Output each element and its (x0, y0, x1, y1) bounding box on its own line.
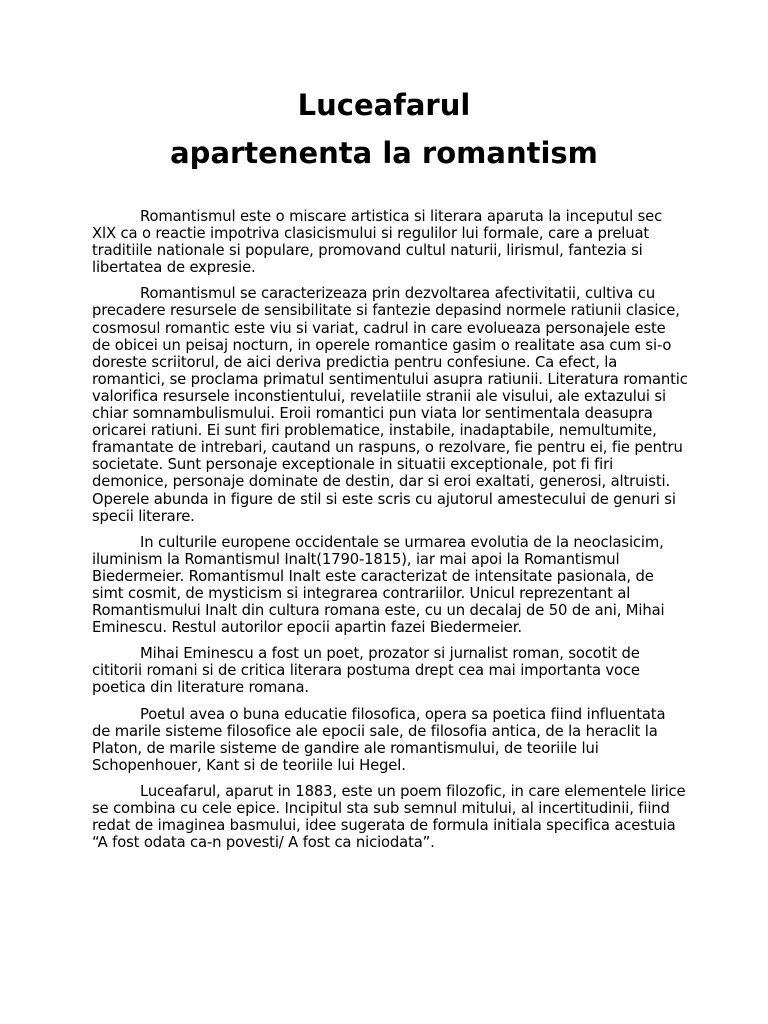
paragraph-1: Romantismul este o miscare artistica si literara aparuta la inceputul sec XlX ca o reactie impotriva clasicismului si regulilor lui formale, care a preluat traditiile nationale si populare, promovand cultul naturii, lirismul, fantezia si libertatea de expresie. (92, 208, 663, 277)
document-body (92, 208, 688, 860)
page-title: Luceafarul (297, 88, 471, 122)
paragraph-6: Luceafarul, aparut in 1883, este un poem filozofic, in care elementele lirice se combina cu cele epice. Incipitul sta sub semnul mitului, al incertitudinii, fiind redat de imaginea basmului, idee sugerata de formula initiala specifica acestuia “A fost odata ca-n povesti/ A fost ca niciodata”. (92, 782, 686, 852)
paragraph-4: Mihai Eminescu a fost un poet, prozator si jurnalist roman, socotit de cititorii romani si de critica literara postuma drept cea mai importanta voce poetica din literature romana. (92, 645, 640, 697)
paragraph-2: Romantismul se caracterizeaza prin dezvoltarea afectivitatii, cultiva cu precadere resursele de sensibilitate si fantezie depasind normele ratiunii clasice, cosmosul romantic este viu si variat, cadrul in care evolueaza personajele este de obicei un peisaj nocturn, in operele romantice gasim o realitate asa cum si-o doreste scriitorul, de aici deriva predictia pentru confesiune. Ca efect, la romantici, se proclama primatul sentimentului asupra ratiunii. Literatura romantic valorifica resursele inconstientului, revelatiile stranii ale visului, ale extazului si chiar somnambulismului. Eroii romantici pun viata lor sentimentala deasupra oricarei ratiuni. Ei sunt firi problematice, instabile, inadaptabile, nemultumite, framantate de intrebari, cautand un raspuns, o rezolvare, fie pentru ei, fie pentru societate. Sunt personaje exceptionale in situatii exceptionale, pot fi firi demonice, personaje dominate de destin, dar si eroi exaltati, generosi, altruisti. Operele abunda in figure de stil si este scris cu ajutorul amestecului de genuri si specii literare. (92, 285, 688, 525)
paragraph-3: In culturile europene occidentale se urmarea evolutia de la neoclasicim, iluminism la Romantismul Inalt(1790-1815), iar mai apoi la Romantismul Biedermeier. Romantismul Inalt este caracterizat de intensitate pasionala, de simt cosmit, de mysticism si integrarea contrariilor. Unicul reprezentant al Romantismului Inalt din cultura romana este, cu un decalaj de 50 de ani, Mihai Eminescu. Restul autorilor epocii apartin fazei Biedermeier. (92, 533, 665, 637)
page-subtitle: apartenenta la romantism (170, 136, 598, 170)
paragraph-5: Poetul avea o buna educatie filosofica, opera sa poetica fiind influentata de marile sisteme filosofice ale epocii sale, de filosofia antica, de la heraclit la Platon, de marile sisteme de gandire ale romantismului, de teoriile lui Schopenhouer, Kant si de teoriile lui Hegel. (92, 705, 666, 774)
